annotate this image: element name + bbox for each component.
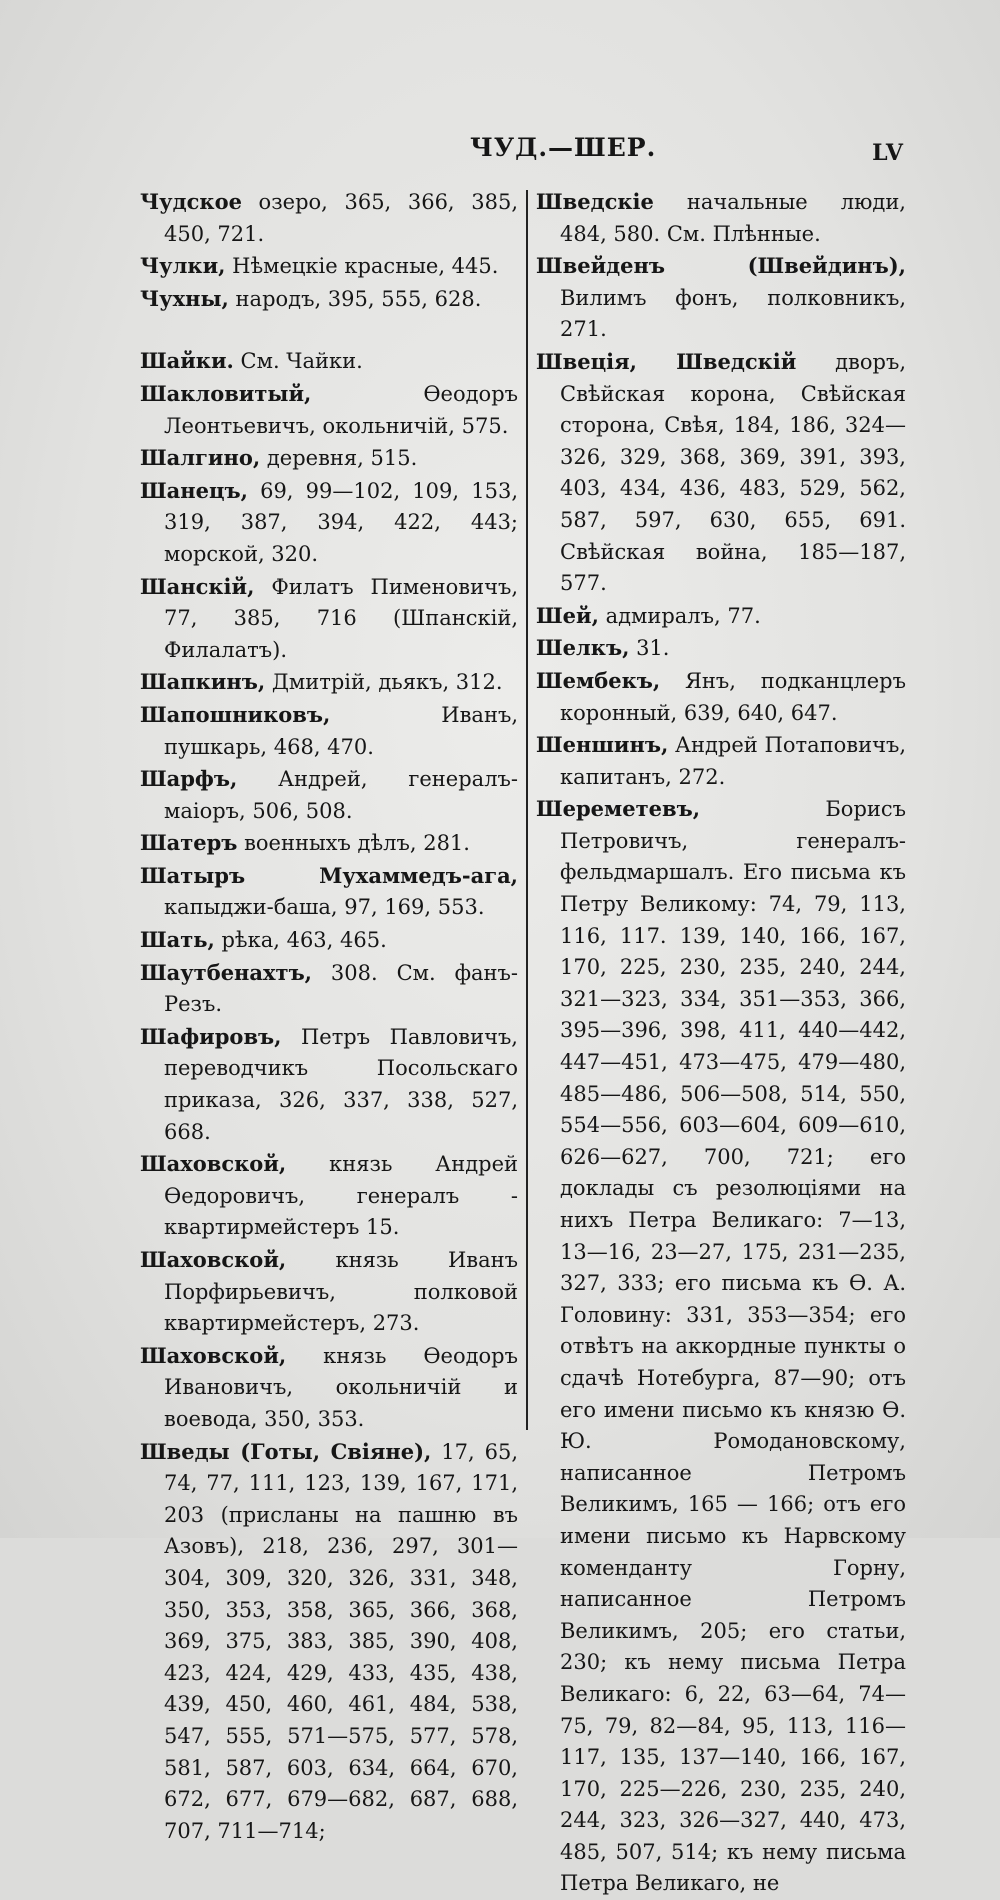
index-entry <box>140 475 518 571</box>
index-entry <box>536 600 906 633</box>
index-entry <box>140 571 518 667</box>
entry-headword: Шатеръ <box>140 830 238 856</box>
entry-headword: Шаховской, <box>140 1247 287 1272</box>
index-entry <box>536 793 906 1900</box>
entry-references: Борисъ Петровичъ, генералъ-фельдмаршалъ. Его письма къ Петру Великому: 74, 79, 113, 116, 117. 139, 140, 166, 167, 170, 225, 230, 235, 240, 244, 321—323, 334, 351—353, 366, 395—396, 398, 411, 440—442, 447—451, 473—475, 479—480, 485—486, 506—508, 514, 550, 554—556, 603—604, 609—610, 626—627, 700, 721; его доклады съ резолюціями на нихъ Петра Великаго: 7—13, 13—16, 23—27, 175, 231—235, 327, 333; его письма къ Ѳ. А. Головину: 331, 353—354; его отвѣтъ на аккордные пункты о сдачѣ Нотебурга, 87—90; отъ его имени письмо къ князю Ѳ. Ю. Ромодановскому, написанное Петромъ Великимъ, 165 — 166; отъ его имени письмо къ Нарвскому коменданту Горну, написанное Петромъ Великимъ, 205; его статьи, 230; къ нему письма Петра Великаго: 6, 22, 63—64, 74—75, 79, 82—84, 95, 113, 116—117, 135, 137—140, 166, 167, 170, 225—226, 230, 235, 240, 244, 323, 326—327, 440, 473, 485, 507, 514; къ нему письма Петра Великаго, не <box>560 797 906 1896</box>
entry-references: дворъ, Свѣйская корона, Свѣйская сторона, Свѣя, 184, 186, 324—326, 329, 368, 369, 391, 393, 403, 434, 436, 483, 529, 562, 587, 597, 630, 655, 691. Свѣйская война, 185—187, 577. <box>560 349 906 596</box>
entry-references: 308. См. фанъ-Резъ. <box>164 960 518 1017</box>
entry-references: Петръ Павловичъ, переводчикъ Посольскаго приказа, 326, 337, 338, 527, 668. <box>164 1024 518 1144</box>
entry-headword: Шайки. <box>140 348 234 374</box>
running-head: ЧУД.—ШЕР. <box>470 133 657 162</box>
entry-references: См. Чайки. <box>233 349 363 374</box>
entry-headword: Шать, <box>140 927 215 953</box>
entry-references: начальные люди, 484, 580. См. Плѣнные. <box>560 190 906 246</box>
entry-references: Янъ, подканцлеръ коронный, 639, 640, 647. <box>560 668 906 725</box>
index-entry <box>140 1436 518 1848</box>
index-entry <box>140 345 518 378</box>
column-divider <box>526 190 528 1430</box>
entry-references: военныхъ дѣлъ, 281. <box>237 831 470 856</box>
entry-headword: Шаховской, <box>140 1342 287 1368</box>
index-entry <box>536 250 906 346</box>
entry-headword: Шелкъ, <box>536 635 630 661</box>
entry-headword: Шанскій, <box>140 573 255 599</box>
index-entry <box>536 186 906 250</box>
entry-references: адмиралъ, 77. <box>598 603 761 628</box>
entry-headword: Швеція, Шведскій <box>536 348 797 374</box>
entry-references: рѣка, 463, 465. <box>214 928 387 953</box>
index-entry <box>140 378 518 442</box>
index-entry <box>536 346 906 600</box>
entry-headword: Шарфъ, <box>140 766 238 792</box>
index-entry <box>140 860 518 924</box>
entry-references: Андрей Потаповичъ, капитанъ, 272. <box>560 733 906 789</box>
entry-headword: Шалгино, <box>140 445 261 471</box>
entry-references: князь Ѳеодоръ Ивановичъ, окольничій и воевода, 350, 353. <box>164 1343 518 1431</box>
index-entry <box>536 729 906 793</box>
index-entry <box>140 1021 518 1148</box>
entry-references: Нѣмецкіе красные, 445. <box>225 254 499 279</box>
index-entry <box>140 186 518 250</box>
entry-references: Ѳеодоръ Леонтьевичъ, окольничій, 575. <box>164 381 518 438</box>
entry-headword: Шапкинъ, <box>140 669 266 695</box>
entry-references: Иванъ, пушкарь, 468, 470. <box>164 702 518 759</box>
entry-headword: Шаутбенахтъ, <box>140 959 312 985</box>
entry-headword: Шафировъ, <box>140 1023 282 1049</box>
entry-references: Филатъ Пименовичъ, 77, 385, 716 (Шпанскій, Филалатъ). <box>164 574 518 662</box>
index-entry <box>140 250 518 283</box>
index-entry <box>140 283 518 316</box>
index-entry <box>140 1340 518 1436</box>
entry-headword: Швейденъ (Швейдинъ), <box>536 253 906 279</box>
entry-references: 69, 99—102, 109, 153, 319, 387, 394, 422, 443; морской, 320. <box>164 478 518 566</box>
index-entry <box>140 666 518 699</box>
index-entry <box>536 632 906 665</box>
entry-headword: Шанецъ, <box>140 477 248 503</box>
entry-references: Дмитрій, дьякъ, 312. <box>265 670 503 695</box>
page-number: LV <box>872 140 904 166</box>
index-entry <box>140 1244 518 1340</box>
entry-headword: Шведы (Готы, Свіяне), <box>140 1438 432 1464</box>
index-entry <box>536 665 906 729</box>
entry-headword: Шапошниковъ, <box>140 701 331 727</box>
entry-headword: Чудское <box>140 189 242 214</box>
entry-references: 31. <box>629 636 670 661</box>
entry-headword: Шеншинъ, <box>536 732 669 758</box>
entry-headword: Шатыръ Мухаммедъ-ага, <box>140 862 518 888</box>
index-entry <box>140 924 518 957</box>
entry-headword: Чухны, <box>140 285 229 311</box>
index-column-left <box>140 186 518 1847</box>
index-entry <box>140 763 518 827</box>
index-entry <box>140 957 518 1021</box>
entry-references: деревня, 515. <box>260 446 418 471</box>
entry-references: князь Иванъ Порфирьевичъ, полковой квартирмейстеръ, 273. <box>164 1248 518 1336</box>
index-entry <box>140 827 518 860</box>
entry-headword: Чулки, <box>140 253 226 279</box>
index-entry <box>140 442 518 475</box>
entry-references: народъ, 395, 555, 628. <box>228 286 482 311</box>
entry-references: капыджи-баша, 97, 169, 553. <box>164 895 485 920</box>
entry-headword: Шаховской, <box>140 1151 287 1177</box>
entry-references: князь Андрей Ѳедоровичъ, генералъ - квартирмейстеръ 15. <box>164 1152 518 1240</box>
entry-headword: Шереметевъ, <box>536 796 701 822</box>
entry-headword: Шведскіе <box>536 189 654 214</box>
index-column-right <box>536 186 906 1900</box>
index-entry <box>140 699 518 763</box>
entry-references: 17, 65, 74, 77, 111, 123, 139, 167, 171, 203 (присланы на пашню въ Азовъ), 218, 236, 297, 301—304, 309, 320, 326, 331, 348, 350, 353, 358, 365, 366, 368, 369, 375, 383, 385, 390, 408, 423, 424, 429, 433, 435, 438, 439, 450, 460, 461, 484, 538, 547, 555, 571—575, 577, 578, 581, 587, 603, 634, 664, 670, 672, 677, 679—682, 687, 688, 707, 711—714; <box>164 1439 518 1843</box>
entry-headword: Шакловитый, <box>140 380 312 406</box>
entry-references: озеро, 365, 366, 385, 450, 721. <box>164 190 518 246</box>
entry-headword: Шей, <box>536 602 599 628</box>
entry-references: Андрей, генералъ-маіоръ, 506, 508. <box>164 767 518 823</box>
entry-references: Вилимъ фонъ, полковникъ, 271. <box>560 285 906 342</box>
entry-headword: Шембекъ, <box>536 667 661 693</box>
index-entry <box>140 1148 518 1244</box>
